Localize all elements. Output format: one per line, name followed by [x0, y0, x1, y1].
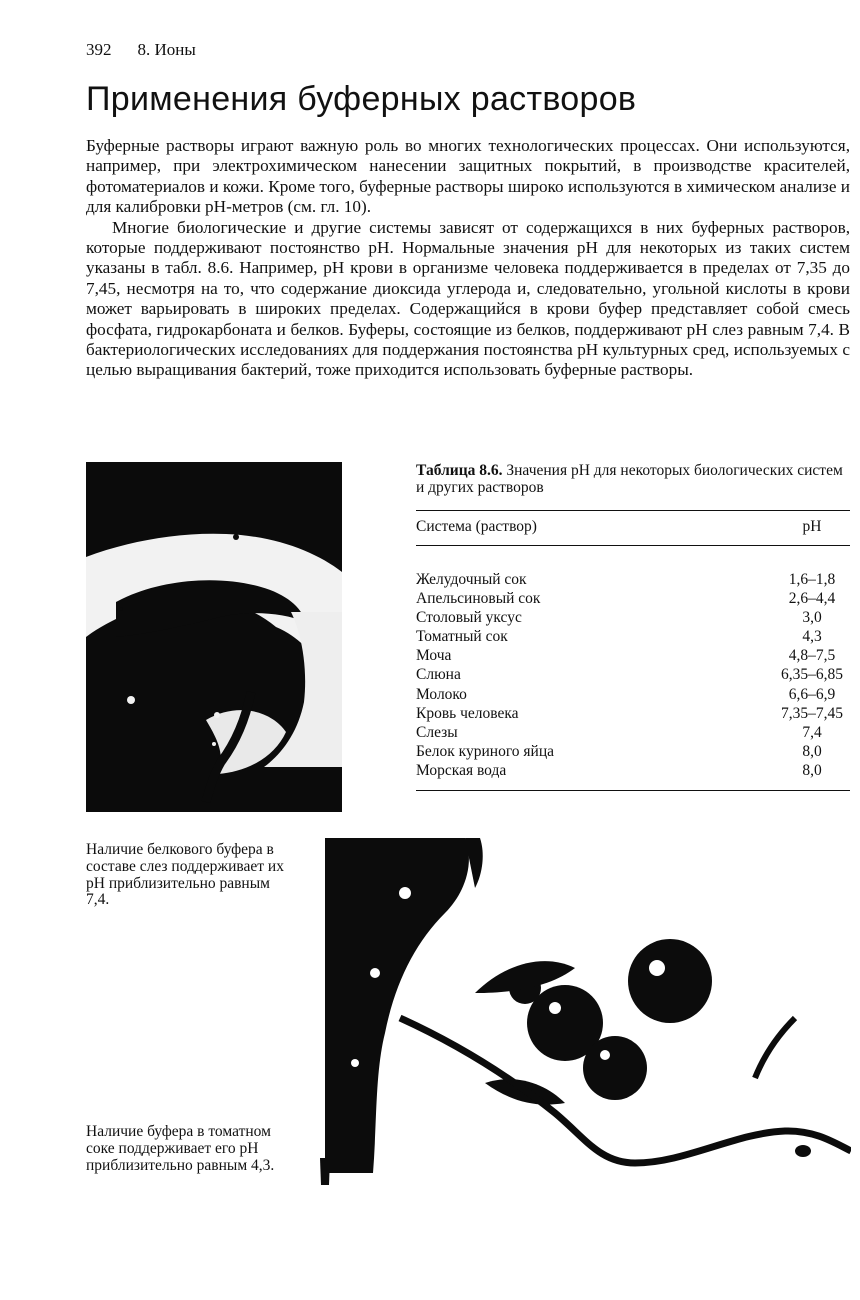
cell-system: Апельсиновый сок [416, 590, 541, 608]
cell-system: Томатный сок [416, 628, 508, 646]
page-header [86, 40, 196, 60]
cell-system: Молоко [416, 685, 467, 703]
cell-system: Столовый уксус [416, 609, 522, 627]
page-number: 392 [86, 40, 112, 59]
chapter-title: 8. Ионы [137, 40, 196, 59]
cell-ph: 6,35–6,85 [781, 666, 843, 684]
cell-system: Моча [416, 647, 452, 665]
tears-caption: Наличие белкового буфера в составе слез поддерживает их pH приблизительно равным 7,4. [86, 841, 284, 909]
cell-ph: 8,0 [802, 761, 822, 779]
table-row [416, 685, 850, 704]
cell-system: Белок куриного яйца [416, 742, 555, 760]
table-body [416, 546, 850, 790]
cell-ph: 6,6–6,9 [788, 685, 836, 703]
table-row [416, 608, 850, 627]
cell-ph: 7,4 [802, 723, 822, 741]
cell-ph: 2,6–4,4 [788, 590, 836, 608]
table-row [416, 761, 850, 780]
cell-system: Кровь человека [416, 704, 519, 722]
paragraph-2: Многие биологические и другие системы зависят от содержащихся в них буферных растворов, которые поддерживают постоянство pH. Нормальные значения pH для некоторых из таких систем указаны в табл. 8.6. Например, pH крови в организме человека поддерживается в пределах от 7,35 до 7,45, несмотря на то, что содержание диоксида углерода и, следовательно, угольной кислоты в крови может варьировать в широких пределах. Содержащийся в крови буфер представляет собой смесь фосфата, гидрокарбоната и белков. Буферы, состоящие из белков, поддерживают pH слез равным 7,4. В бактериологических исследованиях для поддержания постоянства pH культурных сред, используемых с целью выращивания бактерий, тоже приходится использовать буферные растворы. [86, 217, 850, 380]
table-header [416, 511, 850, 545]
table-row [416, 589, 850, 608]
cell-ph: 7,35–7,45 [781, 704, 843, 722]
section-title: Применения буферных растворов [86, 80, 637, 118]
cell-ph: 3,0 [802, 609, 822, 627]
tomato-caption: Наличие буфера в томатном соке поддерживает его pH приблизительно равным 4,3. [86, 1123, 275, 1174]
column-header-system: Система (раствор) [416, 518, 537, 535]
table-row [416, 704, 850, 723]
cell-system: Желудочный сок [416, 571, 527, 588]
table-bottom-rule [416, 790, 850, 791]
column-header-ph: pH [802, 518, 822, 535]
cell-ph: 8,0 [802, 742, 822, 760]
ph-table [416, 462, 850, 791]
table-row [416, 665, 850, 684]
eye-photo [86, 462, 342, 812]
table-row [416, 627, 850, 646]
cell-ph: 4,3 [802, 628, 822, 646]
cell-system: Слюна [416, 666, 461, 684]
body-text [86, 136, 850, 381]
cell-system: Морская вода [416, 761, 507, 779]
table-caption [416, 462, 850, 496]
table-row [416, 570, 850, 589]
table-row [416, 723, 850, 742]
table-row [416, 742, 850, 761]
tomato-photo [315, 833, 851, 1193]
table-caption-label: Таблица 8.6. [416, 462, 503, 479]
table-caption-text: Значения pH для некоторых биологических систем и других растворов [416, 462, 843, 496]
cell-ph: 4,8–7,5 [788, 647, 836, 665]
paragraph-1: Буферные растворы играют важную роль во многих технологических процессах. Они используются, например, при электрохимическом нанесении защитных покрытий, в производстве красителей, фотоматериалов и кожи. Кроме того, буферные растворы широко используются в химическом анализе и для калибровки pH-метров (см. гл. 10). [86, 136, 850, 217]
table-row [416, 646, 850, 665]
cell-ph: 1,6–1,8 [788, 571, 836, 588]
cell-system: Слезы [416, 723, 458, 741]
